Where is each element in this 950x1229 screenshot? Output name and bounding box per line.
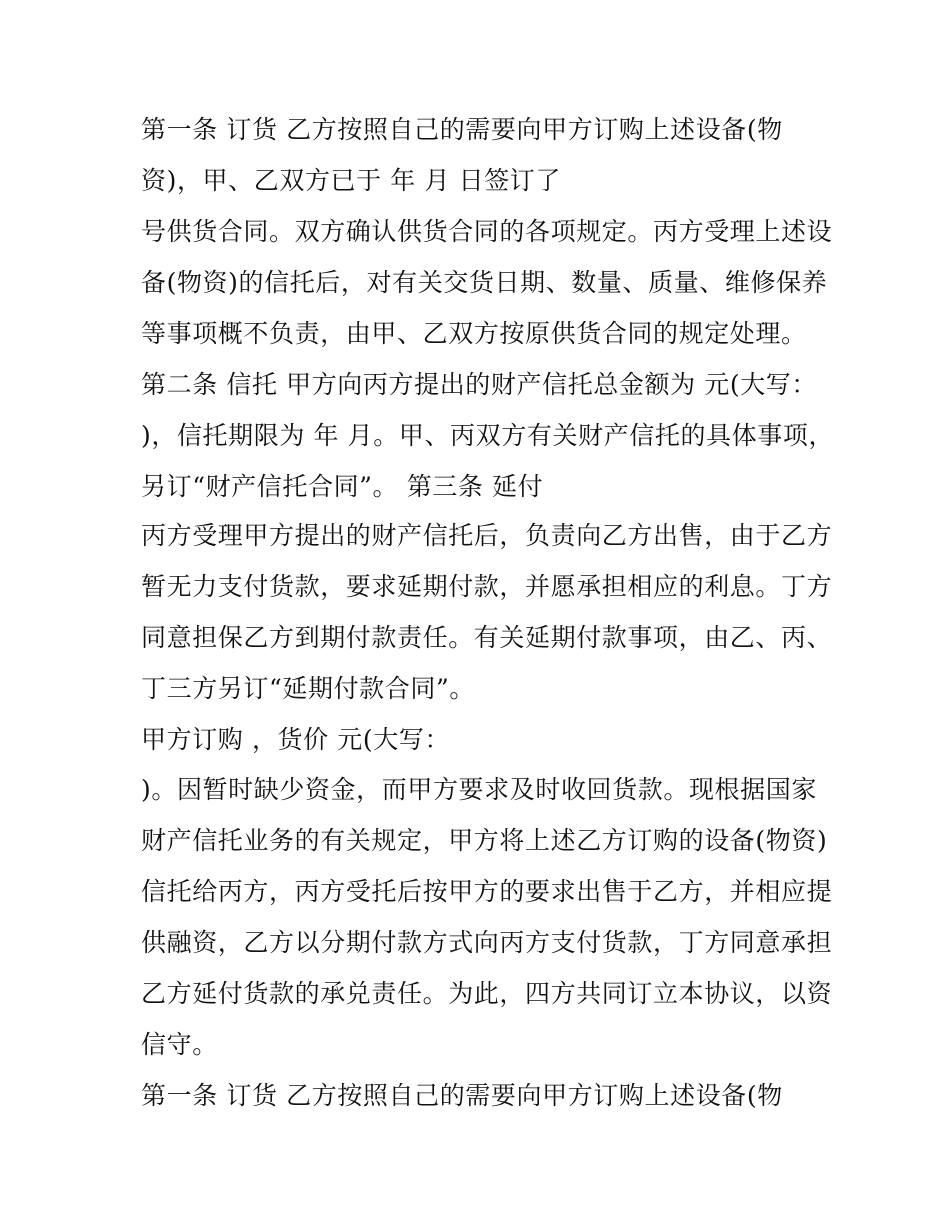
text-line: 信守。: [141, 1030, 218, 1059]
text-line: 财产信托业务的有关规定，甲方将上述乙方订购的设备(物资): [141, 826, 828, 855]
text-line: 同意担保乙方到期付款责任。有关延期付款事项，由乙、丙、: [141, 623, 833, 652]
text-line: 另订“财产信托合同”。 第三条 延付: [141, 472, 544, 501]
text-line: 信托给丙方，丙方受托后按甲方的要求出售于乙方，并相应提: [141, 877, 833, 906]
text-line: 备(物资)的信托后，对有关交货日期、数量、质量、维修保养: [141, 268, 828, 297]
text-line: 第一条 订货 乙方按照自己的需要向甲方订购上述设备(物: [141, 115, 783, 144]
text-line: 暂无力支付货款，要求延期付款，并愿承担相应的利息。丁方: [141, 572, 833, 601]
text-line: 丁三方另订“延期付款合同”。: [141, 674, 475, 703]
text-line: 第二条 信托 甲方向丙方提出的财产信托总金额为 元(大写：: [141, 370, 817, 399]
text-line: 号供货合同。双方确认供货合同的各项规定。丙方受理上述设: [141, 217, 833, 246]
text-line: )。因暂时缺少资金，而甲方要求及时收回货款。现根据国家: [141, 775, 817, 804]
text-line: )，信托期限为 年 月。甲、丙双方有关财产信托的具体事项，: [141, 421, 835, 450]
text-line: 第一条 订货 乙方按照自己的需要向甲方订购上述设备(物: [141, 1081, 783, 1110]
text-line: 资)，甲、乙双方已于 年 月 日签订了: [141, 166, 561, 195]
text-line: 乙方延付货款的承兑责任。为此，四方共同订立本协议，以资: [141, 979, 833, 1008]
text-line: 丙方受理甲方提出的财产信托后，负责向乙方出售，由于乙方: [141, 521, 833, 550]
text-line: 供融资，乙方以分期付款方式向丙方支付货款，丁方同意承担: [141, 928, 833, 957]
text-line: 甲方订购 ，货价 元(大写：: [141, 725, 451, 754]
text-line: 等事项概不负责，由甲、乙双方按原供货合同的规定处理。: [141, 319, 807, 348]
